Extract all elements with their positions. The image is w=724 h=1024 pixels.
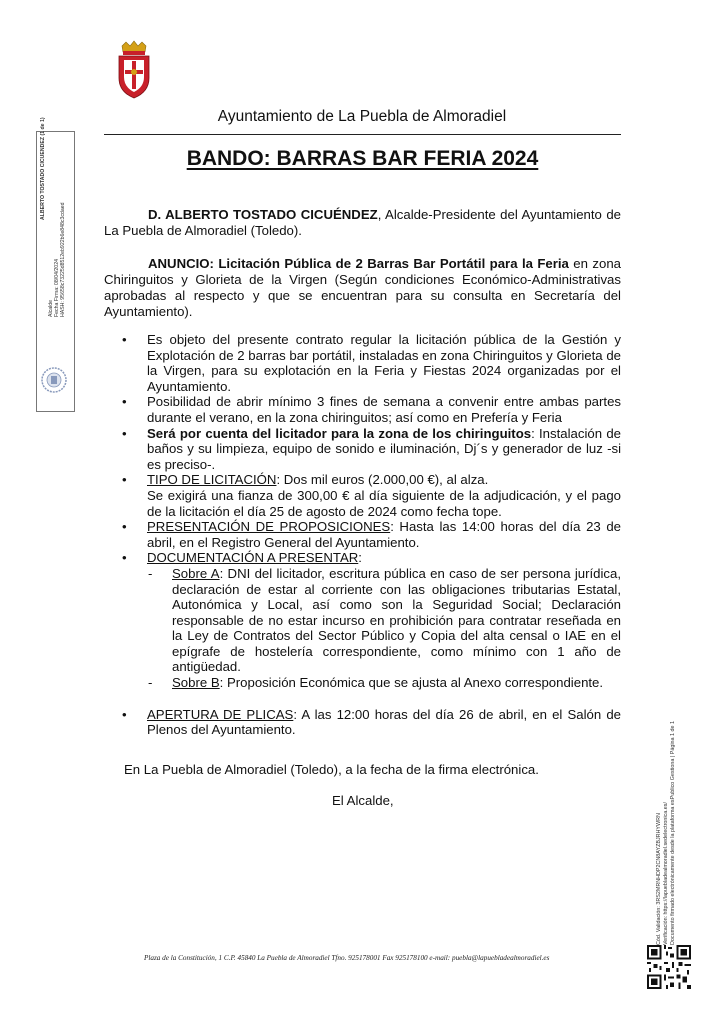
documentation-sublist [147,566,621,691]
document-title-text: BANDO: BARRAS BAR FERIA 2024 [186,147,539,170]
bullet-icon: • [122,425,127,441]
list-item [104,426,621,473]
sublist-item-text: : Proposición Económica que se ajusta al Anexo correspondiente. [219,675,604,691]
list-item [104,550,621,690]
coat-of-arms-logo [114,40,154,100]
sublist-item-label: Sobre A [172,565,220,581]
signature-date: Fecha Firma: 08/04/2024 [54,259,60,317]
closing-place-date: En La Puebla de Almoradiel (Toledo), a la fecha de la firma electrónica. [124,762,539,777]
list-item-label: TIPO DE LICITACIÓN [147,472,277,488]
list-item-text: : A las 12:00 horas del día 26 de abril, en el Salón de Plenos del Ayuntamiento. [147,706,621,738]
list-item-text: : Hasta las 14:00 horas del día 23 de abril, en el Registro General del Ayuntamiento. [147,519,621,550]
list-item [104,332,621,394]
official-seal-icon [40,366,68,394]
list-item-bold: Será por cuenta del licitador para la zona de los chiringuitos [147,425,532,441]
intro-paragraph [104,207,621,239]
list-item [104,519,621,550]
bullet-icon: • [122,472,127,488]
organization-name: Ayuntamiento de La Puebla de Almoradiel [217,108,507,125]
list-item [104,707,621,738]
list-item-colon: : [358,550,362,566]
list-item-label: DOCUMENTACIÓN A PRESENTAR [147,550,359,566]
qr-code-icon[interactable] [647,945,691,989]
list-item-text: Es objeto del presente contrato regular la licitación pública de la Gestión y Explotación de 2 barras bar portátil, instaladas en zona Chiringuitos y Glorieta de la Virgen, para su explotación en la Feria y Fiestas 2024 organizadas por el Ayuntamiento. [147,332,621,394]
list-item [104,394,621,425]
footer-address: Plaza de la Constitución, 1 C.P. 45840 La Puebla de Almoradiel Tfno. 925178001 Fax 925178100 e-mail: puebla@lapuebladealmoradiel.es [144,954,550,962]
bullet-icon: • [122,519,127,535]
list-item-label: APERTURA DE PLICAS [147,706,294,722]
sublist-item [147,566,621,675]
sublist-item [147,675,621,691]
dash-icon: - [148,565,153,581]
list-item-text: : Instalación de baños y su limpieza, equipo de sonido e iluminación, Dj´s y generador de luz -si es preciso-. [147,425,621,472]
announcement-text: en zona Chiringuitos y Glorieta de la Virgen (Según condiciones Económico-Administrativas aprobadas al respecto y que se encuentran para su consulta en Secretaría del Ayuntamiento). [104,256,621,319]
mayor-name: D. ALBERTO TOSTADO CICUÉNDEZ [148,207,378,222]
dash-icon: - [148,675,153,691]
bullet-icon: • [122,394,127,410]
list-item [104,472,621,519]
signer-role: Alcalde [48,299,54,317]
intro-text: , Alcalde-Presidente del Ayuntamiento de La Puebla de Almoradiel (Toledo). [104,207,621,238]
header-divider [104,134,621,135]
signer-title: El Alcalde, [332,793,394,808]
validation-code: Cód. Validación: 3RS2MRNHDP2CN8AYZBJRHYWRN [656,813,662,945]
list-item-label: PRESENTACIÓN DE PROPOSICIONES [147,519,391,535]
list-item-text-continued: Se exigirá una fianza de 300,00 € al día siguiente de la adjudicación, y el pago de la licitación el día 25 de agosto de 2024 como fecha tope. [147,487,621,519]
document-title [104,147,621,171]
bullet-icon: • [122,332,127,347]
conditions-list [104,332,621,738]
signature-hash: HASH: 95658c73225d8512eb922b6e848c3cdaed [60,202,66,317]
list-item-text: : Dos mil euros (2.000,00 €), al alza. [276,472,489,488]
announcement-lead: ANUNCIO: Licitación Pública de 2 Barras Bar Portátil para la Feria [148,256,569,271]
sublist-item-text: : DNI del licitador, escritura pública en caso de ser persona jurídica, declaración de estar al corriente con las obligaciones tributarias Estatal, Autonómica y Local, así como son la Seguridad Social; Declaración responsable de no estar incurso en prohibición para contratar reseñada en la Ley de Contratos del Sector Público y Copia del alta censal o IAE en el epígrafe de hostelería correspondiente, como mínimo con 1 año de antigüedad. [172,565,622,675]
signer-line: ALBERTO TOSTADO CICUENDEZ (1 de 1) [40,117,46,220]
announcement-paragraph [104,256,621,320]
list-item-text: Posibilidad de abrir mínimo 3 fines de semana a convenir entre ambas partes durante el verano, en la zona chiringuitos; así como en Prefería y Feria [147,394,621,425]
sublist-item-label: Sobre B [172,675,220,691]
bullet-icon: • [122,706,127,722]
bullet-icon: • [122,550,127,566]
validation-url: Verificación: https://lapuebladealmoradiel.sedelectronica.es/ [663,802,669,945]
